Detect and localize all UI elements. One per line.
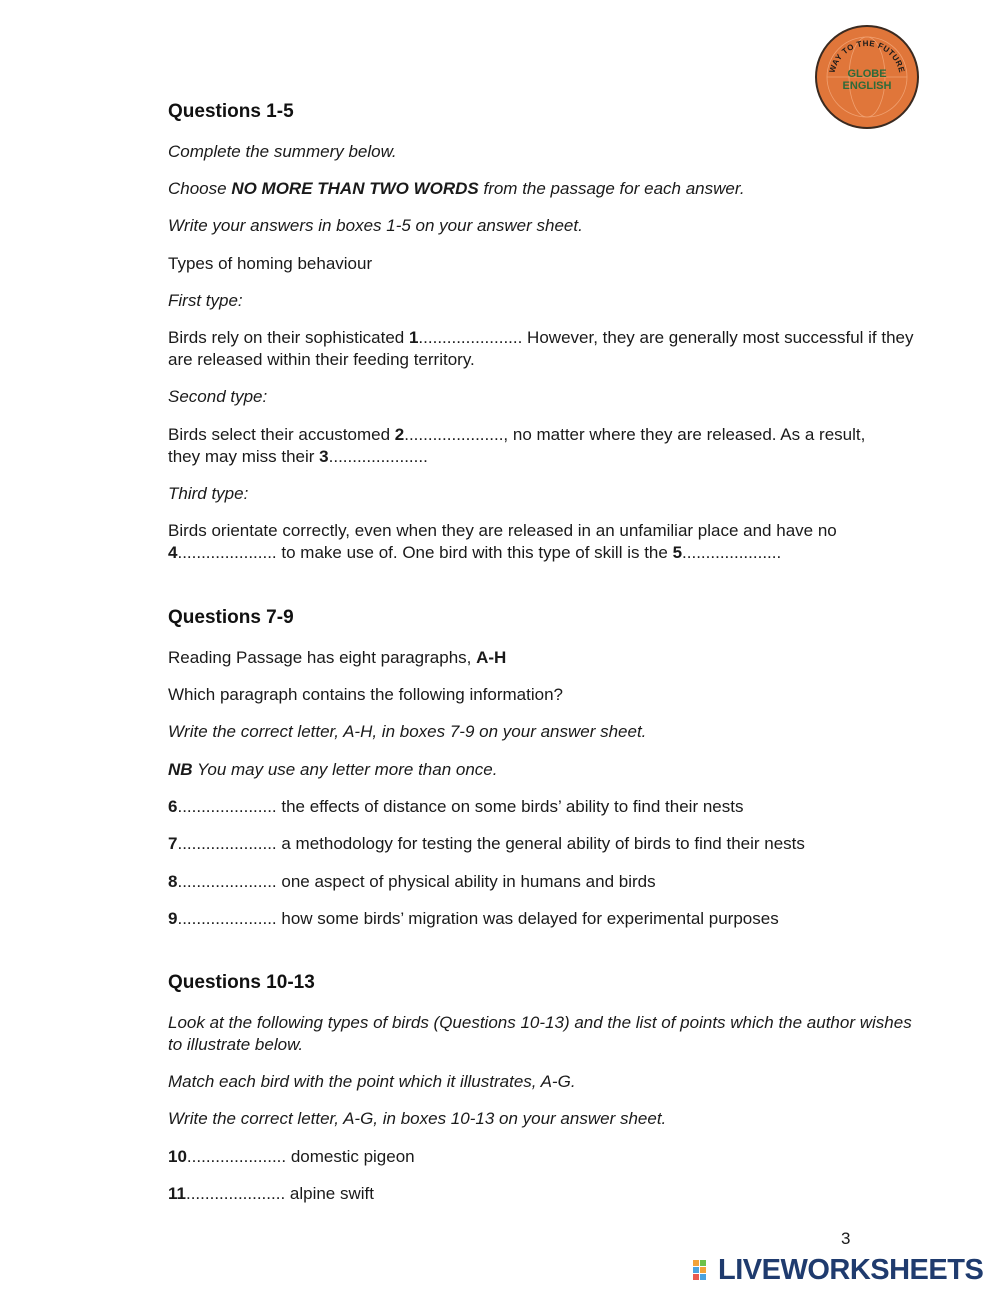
summary-title: Types of homing behaviour (168, 254, 373, 273)
third-type-label: Third type: (168, 484, 249, 503)
instruction-complete: Complete the summery below. (168, 142, 397, 161)
logo-line2: ENGLISH (842, 80, 892, 92)
question-item: 7..................... a methodology for testing the general ability of birds to find their nests (168, 834, 805, 853)
third-type-text: Birds orientate correctly, even when they are released in an unfamiliar place and have no 4..................... to make use of. One bird with this type of skill is the 5..................... (168, 521, 837, 562)
globe-english-logo (814, 24, 920, 130)
liveworksheets-brand[interactable] (692, 1253, 983, 1287)
logo-line1: GLOBE (847, 68, 887, 80)
section-heading-10-13: Questions 10-13 (168, 972, 315, 993)
section-heading-1-5: Questions 1-5 (168, 101, 294, 122)
first-type-label: First type: (168, 291, 243, 310)
question-item: 10..................... domestic pigeon (168, 1147, 415, 1166)
question-item: 9..................... how some birds’ migration was delayed for experimental purposes (168, 909, 779, 928)
instruction-match: Match each bird with the point which it illustrates, A-G. (168, 1072, 576, 1091)
liveworksheets-wordmark: LIVEWORKSHEETS (718, 1253, 984, 1286)
paragraph-question: Which paragraph contains the following information? (168, 685, 564, 704)
section-heading-7-9: Questions 7-9 (168, 607, 294, 628)
paragraphs-intro: Reading Passage has eight paragraphs, A-H (168, 648, 507, 667)
question-item: 8..................... one aspect of physical ability in humans and birds (168, 872, 656, 891)
page-number: 3 (841, 1229, 851, 1248)
second-type-text: Birds select their accustomed 2....................., no matter where they are released. As a result, they may miss their 3..................... (168, 425, 866, 466)
logo-arc-text: WAY TO THE FUTURE (827, 38, 907, 74)
liveworksheets-icon (692, 1258, 716, 1282)
instruction-look: Look at the following types of birds (Questions 10-13) and the list of points which the author wishes to illustrate below. (168, 1013, 912, 1054)
first-type-text: Birds rely on their sophisticated 1...................... However, they are generally most successful if they are released within their feeding territory. (168, 328, 914, 369)
instruction-write-1-5: Write your answers in boxes 1-5 on your answer sheet. (168, 216, 583, 235)
question-item: 6..................... the effects of distance on some birds’ ability to find their nests (168, 797, 744, 816)
nb-note: NB You may use any letter more than once. (168, 760, 498, 779)
instruction-write-10-13: Write the correct letter, A-G, in boxes 10-13 on your answer sheet. (168, 1109, 667, 1128)
instruction-choose: Choose NO MORE THAN TWO WORDS from the passage for each answer. (168, 179, 745, 198)
second-type-label: Second type: (168, 387, 268, 406)
question-item: 11..................... alpine swift (168, 1184, 374, 1203)
instruction-write-7-9: Write the correct letter, A-H, in boxes 7-9 on your answer sheet. (168, 722, 647, 741)
